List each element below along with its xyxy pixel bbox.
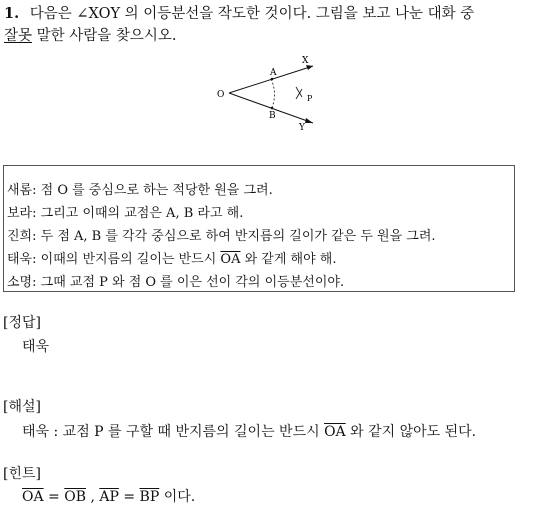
explanation-text-after: 와 같지 않아도 된다. (345, 424, 477, 440)
speaker-name: 태욱 (7, 252, 33, 267)
question-line-2 (4, 24, 177, 45)
segment-oa: $\overline{OA}$ (324, 424, 346, 440)
arc-p2 (296, 89, 302, 99)
label-y: Y (299, 123, 305, 132)
explanation-text-before: 태욱 : 교점 P 를 구할 때 반지름의 길이는 반드시 (22, 424, 325, 440)
segment-ob: $\overline{OB}$ (64, 489, 86, 505)
hint-tail: 이다. (159, 489, 196, 505)
equals-sign: = (118, 489, 140, 505)
question-underlined-word: 잘못 (4, 28, 33, 44)
dialogue-text: : 이때의 반지름의 길이는 반드시 (32, 252, 221, 267)
dialogue-line (7, 202, 243, 221)
question-number: 1. (4, 5, 20, 22)
segment-oa: $\overline{OA}$ (220, 252, 241, 267)
label-a: A (270, 68, 277, 78)
question-line-1 (4, 2, 474, 23)
dialogue-text: : 두 점 A, B 를 각각 중심으로 하여 반지름의 길이가 같은 두 원을 그려. (32, 229, 436, 244)
speaker-name: 새롬 (7, 183, 33, 198)
dialogue-text: : 점 O 를 중심으로 하는 적당한 원을 그려. (32, 183, 273, 198)
angle-bisector-figure (210, 52, 320, 132)
hint-text (22, 486, 195, 506)
arc-ab (271, 79, 275, 110)
segment-bp: $\overline{BP}$ (139, 489, 160, 505)
hint-heading: [힌트] (3, 466, 41, 482)
dialogue-line (7, 225, 436, 244)
point-a (271, 78, 274, 81)
equals-sign: = (43, 489, 65, 505)
speaker-name: 진희 (7, 229, 33, 244)
segment-ap: $\overline{AP}$ (99, 489, 119, 505)
point-b (271, 107, 274, 110)
explanation-text (22, 421, 476, 441)
dialogue-line (7, 248, 336, 267)
separator: , (86, 489, 100, 505)
arc-p (296, 87, 302, 97)
dialogue-line (7, 179, 273, 198)
label-o: O (217, 90, 225, 100)
label-x: X (302, 56, 309, 66)
explanation-heading: [해설] (3, 399, 41, 415)
dialogue-box (3, 165, 515, 292)
speaker-name: 보라 (7, 206, 33, 221)
dialogue-text-after: 와 같게 해야 해. (240, 252, 337, 267)
label-p: P (307, 94, 313, 103)
arrow-y (305, 118, 313, 123)
dialogue-text: : 그리고 이때의 교점은 A, B 라고 해. (32, 206, 244, 221)
answer-text: 태욱 (22, 339, 50, 355)
answer-heading: [정답] (3, 315, 41, 331)
dialogue-line (7, 271, 344, 290)
segment-oa: $\overline{OA}$ (22, 489, 44, 505)
question-text-rest: 말한 사람을 찾으시오. (32, 28, 177, 44)
speaker-name: 소명 (7, 275, 33, 290)
dialogue-text: : 그때 교점 P 와 점 O 를 이은 선이 각의 이등분선이야. (32, 275, 345, 290)
question-text: 다음은 ∠XOY 의 이등분선을 작도한 것이다. 그림을 보고 나눈 대화 중 (29, 6, 475, 22)
label-b: B (269, 111, 276, 121)
